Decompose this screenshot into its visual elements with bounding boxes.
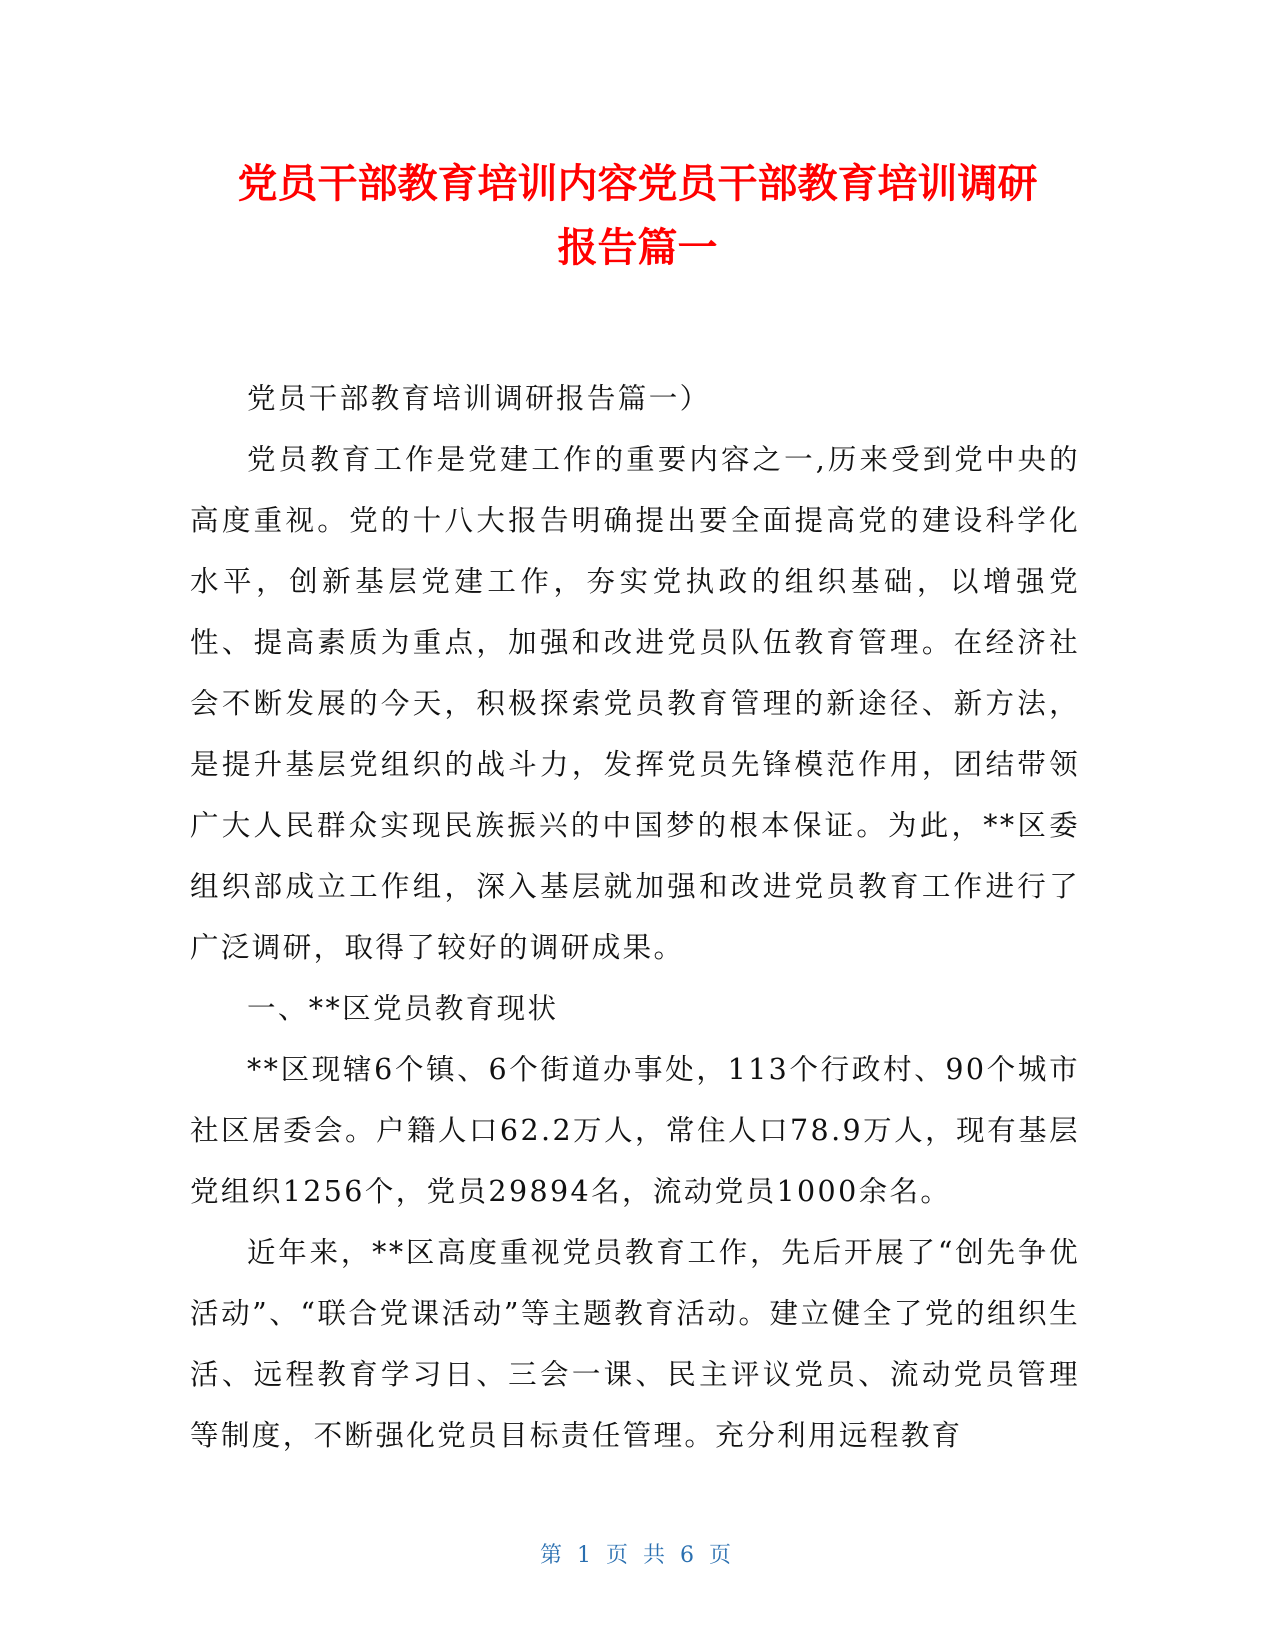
title-line-1: 党员干部教育培训内容党员干部教育培训调研	[237, 161, 1038, 207]
paragraph-intro: 党员教育工作是党建工作的重要内容之一,历来受到党中央的高度重视。党的十八大报告明确提出要全面提高党的建设科学化水平，创新基层党建工作，夯实党执政的组织基础，以增强党性、提高素质为重点，加强和改进党员队伍教育管理。在经济社会不断发展的今天，积极探索党员教育管理的新途径、新方法，是提升基层党组织的战斗力，发挥党员先锋模范作用，团结带领广大人民群众实现民族振兴的中国梦的根本保证。为此，**区委组织部成立工作组，深入基层就加强和改进党员教育工作进行了广泛调研，取得了较好的调研成果。	[190, 443, 1080, 964]
document-body	[190, 368, 1080, 1466]
paragraph-subtitle: 党员干部教育培训调研报告篇一）	[247, 382, 711, 415]
title-line-2: 报告篇一	[557, 225, 718, 271]
paragraph-statistics: **区现辖6个镇、6个街道办事处，113个行政村、90个城市社区居委会。户籍人口62.2万人，常住人口78.9万人，现有基层党组织1256个，党员29894名，流动党员1000余名。	[190, 1053, 1080, 1208]
paragraph-recent-work: 近年来，**区高度重视党员教育工作，先后开展了“创先争优活动”、“联合党课活动”等主题教育活动。建立健全了党的组织生活、远程教育学习日、三会一课、民主评议党员、流动党员管理等制度，不断强化党员目标责任管理。充分利用远程教育	[190, 1236, 1080, 1452]
page-footer: 第 1 页 共 6 页	[540, 1543, 735, 1568]
document-title	[150, 152, 1125, 280]
section-heading: 一、**区党员教育现状	[247, 992, 559, 1025]
